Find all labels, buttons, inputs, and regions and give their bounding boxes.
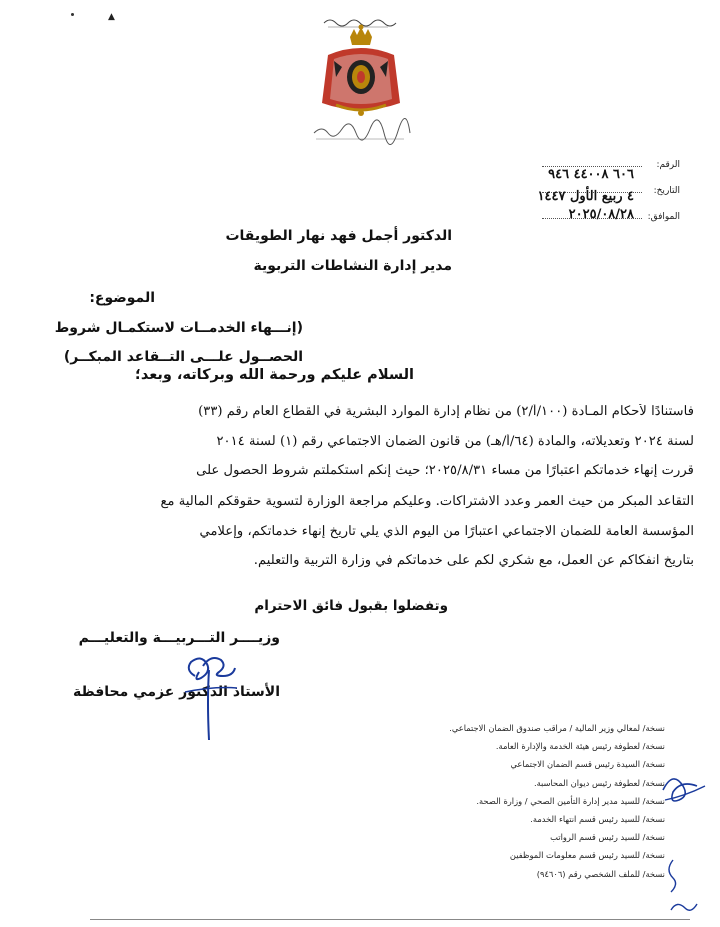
- copy-item: نسخة/ للملف الشخصي رقم (٩٤٦٠٦): [536, 868, 665, 879]
- greeting: السلام عليكم ورحمة الله وبركاته، وبعد؛: [135, 367, 414, 383]
- ref-number-value: ٦٠٦ ٤٤٠٠٨ ٩٤٦: [548, 167, 634, 182]
- ref-greg-value: ٢٠٢٥/٠٨/٢٨: [568, 207, 634, 222]
- closing-line: وتفضلوا بقبول فائق الاحترام: [254, 598, 448, 614]
- body-line: قررت إنهاء خدماتكم اعتبارًا من مساء ٢٠٢٥/٨/٣١؛ حيث إنكم استكملتم شروط الحصول على: [196, 463, 694, 478]
- body-line: التقاعد المبكر من حيث العمر وعدد الاشتراكات. وعليكم مراجعة الوزارة لتسوية حقوقكم المالية مع: [160, 494, 694, 509]
- bottom-divider: [90, 919, 690, 920]
- stray-triangle-mark: ▲: [108, 12, 115, 22]
- body-line: لسنة ٢٠٢٤ وتعديلاته، والمادة (٦٤/أ/هـ) من قانون الضمان الاجتماعي رقم (١) لسنة ٢٠١٤: [216, 434, 694, 449]
- copy-item: نسخة/ لمعالي وزير المالية / مراقب صندوق الضمان الاجتماعي.: [449, 723, 665, 733]
- ref-number-label: الرقم:: [656, 160, 680, 170]
- recipient-position: مدير إدارة النشاطات التربوية: [253, 258, 452, 274]
- ref-number-row: [500, 157, 680, 182]
- ref-hijri-value: ٤ ربيع الأول ١٤٤٧: [537, 189, 634, 204]
- subject-line-2: الحصــول علـــى التــقاعد المبكــر): [63, 349, 303, 365]
- stray-dot: [71, 13, 74, 16]
- ref-greg-row: [500, 209, 680, 229]
- body-line: المؤسسة العامة للضمان الاجتماعي اعتبارًا من اليوم الذي يلي تاريخ إنهاء خدماتكم، وإعلامي: [199, 524, 694, 539]
- body-line: فاستنادًا لأحكام المـادة (١٠٠/أ/٢) من نظام إدارة الموارد البشرية في القطاع العام رقم (٣٣): [198, 404, 694, 419]
- copy-item: نسخة/ للسيد رئيس قسم الرواتب: [550, 832, 665, 843]
- handwritten-annotation: [655, 760, 715, 920]
- subject-line-1: (إنـــهاء الخدمــات لاستكمـال شروط: [54, 320, 303, 336]
- ref-greg-label: الموافق:: [647, 212, 680, 222]
- jordan-crest-logo: [306, 15, 416, 145]
- copy-item: نسخة/ للسيد مدير إدارة التأمين الصحي / وزارة الصحة.: [476, 795, 665, 806]
- ref-hijri-row: [500, 183, 680, 203]
- ref-hijri-label: التاريخ:: [653, 186, 680, 196]
- subject-label: الموضوع:: [89, 290, 155, 306]
- recipient-name: الدكتور أجمل فهد نهار الطويقات: [225, 228, 452, 244]
- signatory-name: الأستاذ الدكتور عزمي محافظة: [72, 684, 280, 700]
- copy-item: نسخة/ السيدة رئيس قسم الضمان الاجتماعي: [510, 759, 665, 770]
- copy-item: نسخة/ لعطوفة رئيس هيئة الخدمة والإدارة العامة.: [495, 741, 665, 752]
- copy-item: نسخة/ لعطوفة رئيس ديوان المحاسبة.: [533, 777, 665, 788]
- copies-list: [365, 723, 665, 887]
- handwritten-signature: [165, 636, 260, 746]
- copy-item: نسخة/ للسيد رئيس قسم انتهاء الخدمة.: [530, 813, 665, 824]
- copy-item: نسخة/ للسيد رئيس قسم معلومات الموظفين: [509, 850, 665, 861]
- signatory-title: وزيــــر التـــربيـــة والتعليـــم: [78, 630, 280, 646]
- body-line: بتاريخ انفكاكم عن العمل، مع شكري لكم على خدماتكم في وزارة التربية والتعليم.: [253, 553, 694, 568]
- reference-block: [500, 157, 680, 227]
